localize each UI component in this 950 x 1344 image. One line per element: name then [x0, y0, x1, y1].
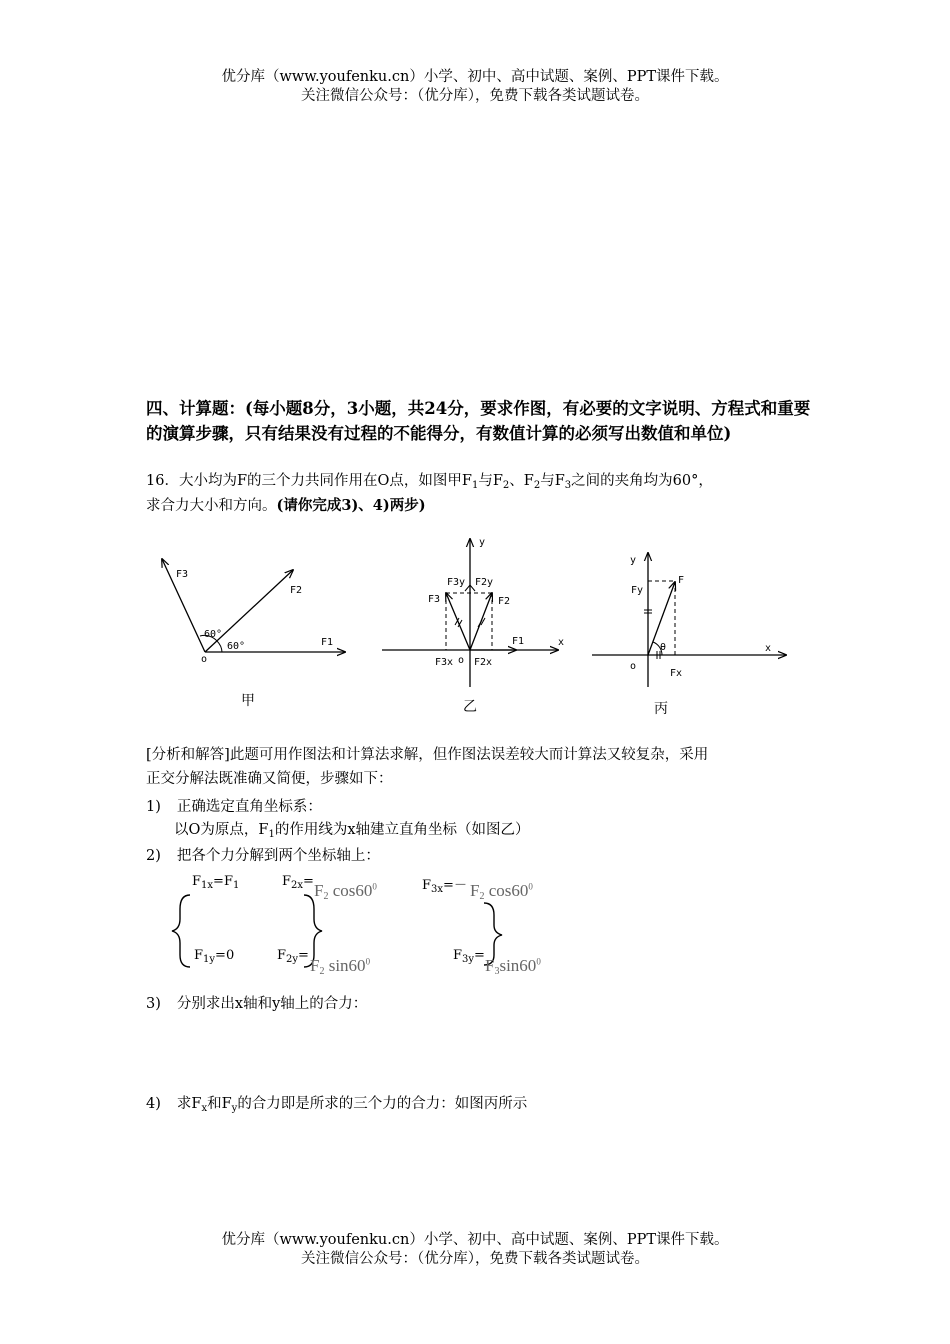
jia-label-f1: F1	[321, 637, 334, 648]
problem-line-2: 求合力大小和方向。(请你完成3)、4)两步)	[146, 497, 426, 514]
eq-f3y-formula: $F_3\sin 60^0$	[485, 956, 541, 977]
footer-line-1: 优分库（www.youfenku.cn）小学、初中、高中试题、案例、PPT课件下载。	[221, 1232, 729, 1248]
section-title: 四、计算题：(每小题8分，3小题，共24分，要求作图，有必要的文字说明、方程式和重要的演算步骤，只有结果没有过程的不能得分，有数值计算的必须写出数值和单位)	[146, 399, 811, 443]
figure-bing	[592, 553, 786, 717]
problem-line-1: 16．大小均为F的三个力共同作用在O点，如图甲$F_1$与$F_2$、$F_2$与$F_3$之间的夹角均为60°，	[146, 473, 713, 491]
header-line-2: 关注微信公众号：（优分库），免费下载各类试题试卷。	[301, 88, 649, 104]
bing-label-fx: Fx	[670, 668, 683, 679]
analysis-intro-1: [分析和解答]此题可用作图法和计算法求解，但作图法误差较大而计算法又较复杂，采用	[146, 747, 709, 763]
yi-label-y: y	[479, 537, 486, 548]
eq-f2x-formula: $F_2$ $\cos 60^0$	[314, 881, 377, 902]
bing-label-fy: Fy	[631, 585, 644, 596]
eq-f2x: $F_{2x}=$	[282, 874, 314, 891]
eq-f3x: $F_{3x}=-$	[422, 878, 467, 895]
yi-caption: 乙	[463, 699, 477, 715]
eq-f3x-formula: $F_2$ $\cos 60^0$	[470, 881, 533, 902]
yi-label-f3x: F3x	[435, 657, 454, 668]
analysis-intro-2: 正交分解法既准确又简便，步骤如下：	[146, 771, 393, 787]
bing-label-f: F	[678, 575, 685, 586]
eq-f2y: $F_{2y}=$	[277, 948, 309, 965]
yi-label-x: x	[558, 637, 565, 648]
figure-yi	[382, 537, 564, 715]
eq-f1x: $F_{1x}=F_1$	[192, 874, 240, 891]
force-diagrams	[140, 525, 820, 725]
bing-label-x: x	[765, 643, 772, 654]
jia-angle-a: 60°	[204, 629, 223, 640]
jia-label-f3: F3	[176, 569, 189, 580]
eq-f2y-formula: $F_2$ $\sin 60^0$	[310, 956, 371, 977]
yi-label-f2: F2	[498, 596, 511, 607]
figure-jia	[162, 559, 345, 709]
bing-label-theta: θ	[660, 642, 667, 653]
bing-label-y: y	[630, 555, 637, 566]
yi-label-f1: F1	[512, 636, 525, 647]
jia-caption: 甲	[241, 693, 255, 709]
eq-f3y: $F_{3y}=$	[453, 948, 485, 965]
yi-label-f2x: F2x	[474, 657, 493, 668]
yi-label-f3: F3	[428, 594, 441, 605]
yi-label-f3y: F3y	[447, 577, 466, 588]
step-3: 3) 分别求出x轴和y轴上的合力：	[146, 996, 368, 1012]
bing-label-o: o	[630, 661, 637, 672]
step-4: 4) 求$F_x$和$F_y$的合力即是所求的三个力的合力：如图丙所示	[146, 1096, 528, 1114]
jia-label-f2: F2	[290, 585, 303, 596]
bing-caption: 丙	[654, 701, 668, 717]
header-line-1: 优分库（www.youfenku.cn）小学、初中、高中试题、案例、PPT课件下载。	[221, 69, 729, 85]
yi-label-o: o	[458, 655, 465, 666]
jia-origin: o	[201, 654, 208, 665]
step-1: 1) 正确选定直角坐标系：	[146, 799, 322, 815]
yi-label-f2y: F2y	[475, 577, 494, 588]
step-2: 2) 把各个力分解到两个坐标轴上：	[146, 848, 380, 864]
jia-angle-b: 60°	[227, 641, 246, 652]
eq-f1y: $F_{1y}=0$	[194, 948, 235, 965]
footer-line-2: 关注微信公众号：（优分库），免费下载各类试题试卷。	[301, 1251, 649, 1267]
step-1-detail: 以O为原点，$F_1$的作用线为x轴建立直角坐标（如图乙）	[174, 822, 530, 840]
